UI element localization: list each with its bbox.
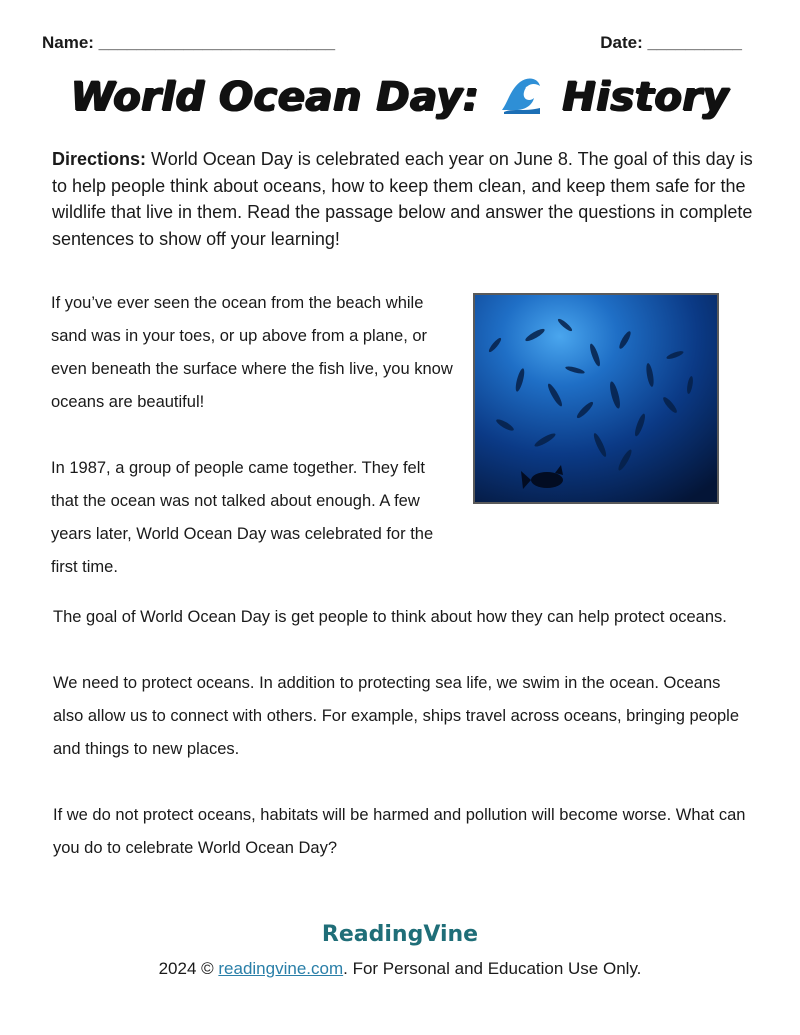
title-text-topic: History — [562, 74, 730, 120]
wave-icon — [498, 72, 544, 126]
passage-paragraph: In 1987, a group of people came together. They felt that the ocean was not talked about enough. A few years later, World Ocean Day was celebrated for the first time. — [51, 459, 434, 576]
footer-copyright — [0, 959, 800, 979]
passage-paragraph: If we do not protect oceans, habitats will be harmed and pollution will become worse. What can you do to celebrate World Ocean Day? — [53, 806, 746, 857]
passage-body — [53, 601, 750, 898]
directions-text: World Ocean Day is celebrated each year on June 8. The goal of this day is to help people think about oceans, how to keep them clean, and keep them safe for the wildlife that live in them. Read the passage below and answer the questions in complete sentences to show off your learning! — [52, 149, 753, 249]
footer-prefix: 2024 © — [158, 959, 219, 978]
passage-paragraph: The goal of World Ocean Day is get people to think about how they can help protect oceans. — [53, 608, 727, 626]
brand-logo: ReadingVine — [321, 922, 479, 947]
passage-paragraph: If you’ve ever seen the ocean from the beach while sand was in your toes, or up above from a plane, or even beneath the surface where the fish live, you know oceans are beautiful! — [51, 294, 453, 411]
footer-suffix: . For Personal and Education Use Only. — [343, 959, 642, 978]
directions-label: Directions: — [52, 149, 147, 169]
directions-paragraph — [52, 146, 760, 252]
passage-paragraph: We need to protect oceans. In addition to protecting sea life, we swim in the ocean. Oceans also allow us to connect with others. For example, ships travel across oceans, bringing people and things to new places. — [53, 674, 740, 758]
page-title — [0, 72, 800, 126]
title-text-main: World Ocean Day: — [70, 74, 480, 120]
header-fields — [42, 33, 742, 53]
footer-site-link[interactable]: readingvine.com — [218, 959, 344, 978]
ocean-fish-photo — [473, 293, 719, 504]
date-field-label: Date: __________ — [600, 33, 742, 52]
passage-intro — [51, 287, 456, 617]
name-field-label: Name: _________________________ — [42, 33, 336, 52]
